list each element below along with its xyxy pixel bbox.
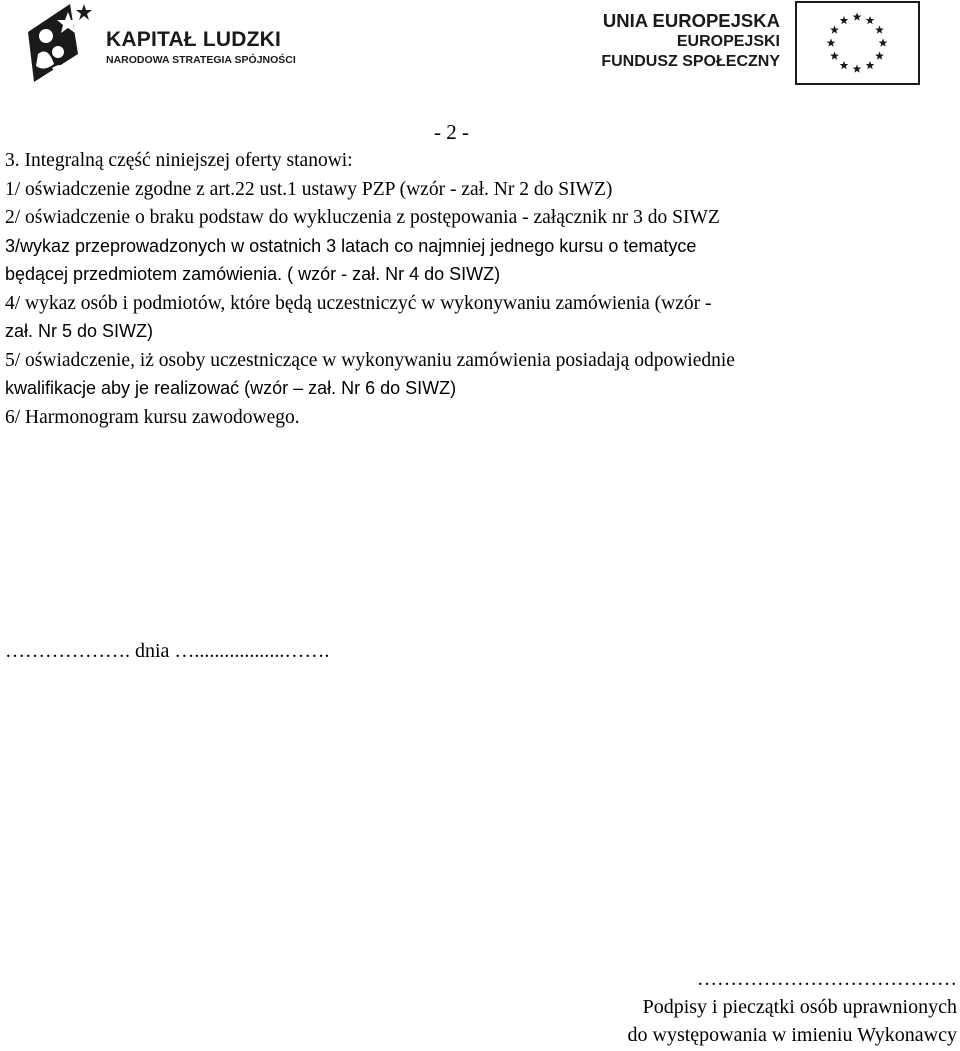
eu-logo bbox=[600, 0, 920, 88]
signature-block bbox=[628, 965, 957, 1049]
eu-logo-line1: UNIA EUROPEJSKA bbox=[602, 10, 780, 31]
kapital-ludzki-title: KAPITAŁ LUDZKI bbox=[106, 28, 282, 51]
list-item bbox=[5, 403, 960, 432]
document-header bbox=[0, 0, 960, 90]
list-item bbox=[5, 317, 960, 346]
list-item-text: 5/ oświadczenie, iż osoby uczestniczące w wykonywaniu zamówienia posiadają odpowiednie bbox=[5, 349, 735, 371]
list-item-text: zał. Nr 5 do SIWZ) bbox=[5, 321, 154, 341]
eu-star-icon bbox=[827, 38, 836, 46]
eu-star-icon bbox=[840, 61, 849, 69]
list-item bbox=[5, 146, 960, 175]
eu-star-icon bbox=[830, 51, 839, 59]
kapital-ludzki-logo bbox=[24, 2, 314, 84]
list-item-text: będącej przedmiotem zamówienia. ( wzór - zał. Nr 4 do SIWZ) bbox=[5, 264, 501, 284]
page-number: - 2 - bbox=[434, 120, 469, 144]
list-item bbox=[5, 346, 960, 375]
kapital-ludzki-emblem-icon bbox=[24, 2, 104, 84]
date-line: ………………. dnia …..................……. bbox=[5, 640, 330, 662]
eu-logo-line3: FUNDUSZ SPOŁECZNY bbox=[601, 53, 780, 70]
list-item bbox=[5, 374, 960, 403]
list-item bbox=[5, 175, 960, 204]
list-item bbox=[5, 289, 960, 318]
list-item-text: 3/wykaz przeprowadzonych w ostatnich 3 latach co najmniej jednego kursu o tematyce bbox=[5, 235, 697, 256]
list-item-text: 3. Integralną część niniejszej oferty stanowi: bbox=[5, 150, 353, 171]
signature-label-line1: Podpisy i pieczątki osób uprawnionych bbox=[642, 996, 957, 1018]
list-item-text: 4/ wykaz osób i podmiotów, które będą uczestniczyć w wykonywaniu zamówienia (wzór - bbox=[5, 292, 712, 314]
signature-label-line2: do występowania w imieniu Wykonawcy bbox=[627, 1024, 957, 1046]
list-item bbox=[5, 203, 960, 232]
eu-flag-icon bbox=[795, 1, 920, 85]
eu-star-icon bbox=[875, 51, 884, 59]
eu-star-icon bbox=[830, 25, 839, 33]
eu-star-icon bbox=[866, 61, 875, 69]
list-item-text: kwalifikacje aby je realizować (wzór – zał. Nr 6 do SIWZ) bbox=[5, 378, 457, 398]
list-item-text: 6/ Harmonogram kursu zawodowego. bbox=[5, 406, 300, 428]
eu-star-icon bbox=[853, 12, 862, 20]
list-item-text: 2/ oświadczenie o braku podstaw do wykluczenia z postępowania - załącznik nr 3 do SIWZ bbox=[5, 207, 720, 228]
eu-star-icon bbox=[853, 64, 862, 72]
eu-logo-line2: EUROPEJSKI bbox=[676, 33, 780, 50]
list-item-text: 1/ oświadczenie zgodne z art.22 ust.1 ustawy PZP (wzór - zał. Nr 2 do SIWZ) bbox=[5, 178, 613, 200]
signature-dots: ………………………………… bbox=[697, 968, 957, 990]
list-item bbox=[5, 232, 960, 261]
eu-star-icon bbox=[866, 16, 875, 24]
eu-star-icon bbox=[840, 16, 849, 24]
eu-star-icon bbox=[875, 25, 884, 33]
offer-attachments-list bbox=[5, 146, 960, 431]
list-item bbox=[5, 260, 960, 289]
kapital-ludzki-subtitle: NARODOWA STRATEGIA SPÓJNOŚCI bbox=[106, 54, 296, 66]
eu-star-icon bbox=[879, 38, 888, 46]
